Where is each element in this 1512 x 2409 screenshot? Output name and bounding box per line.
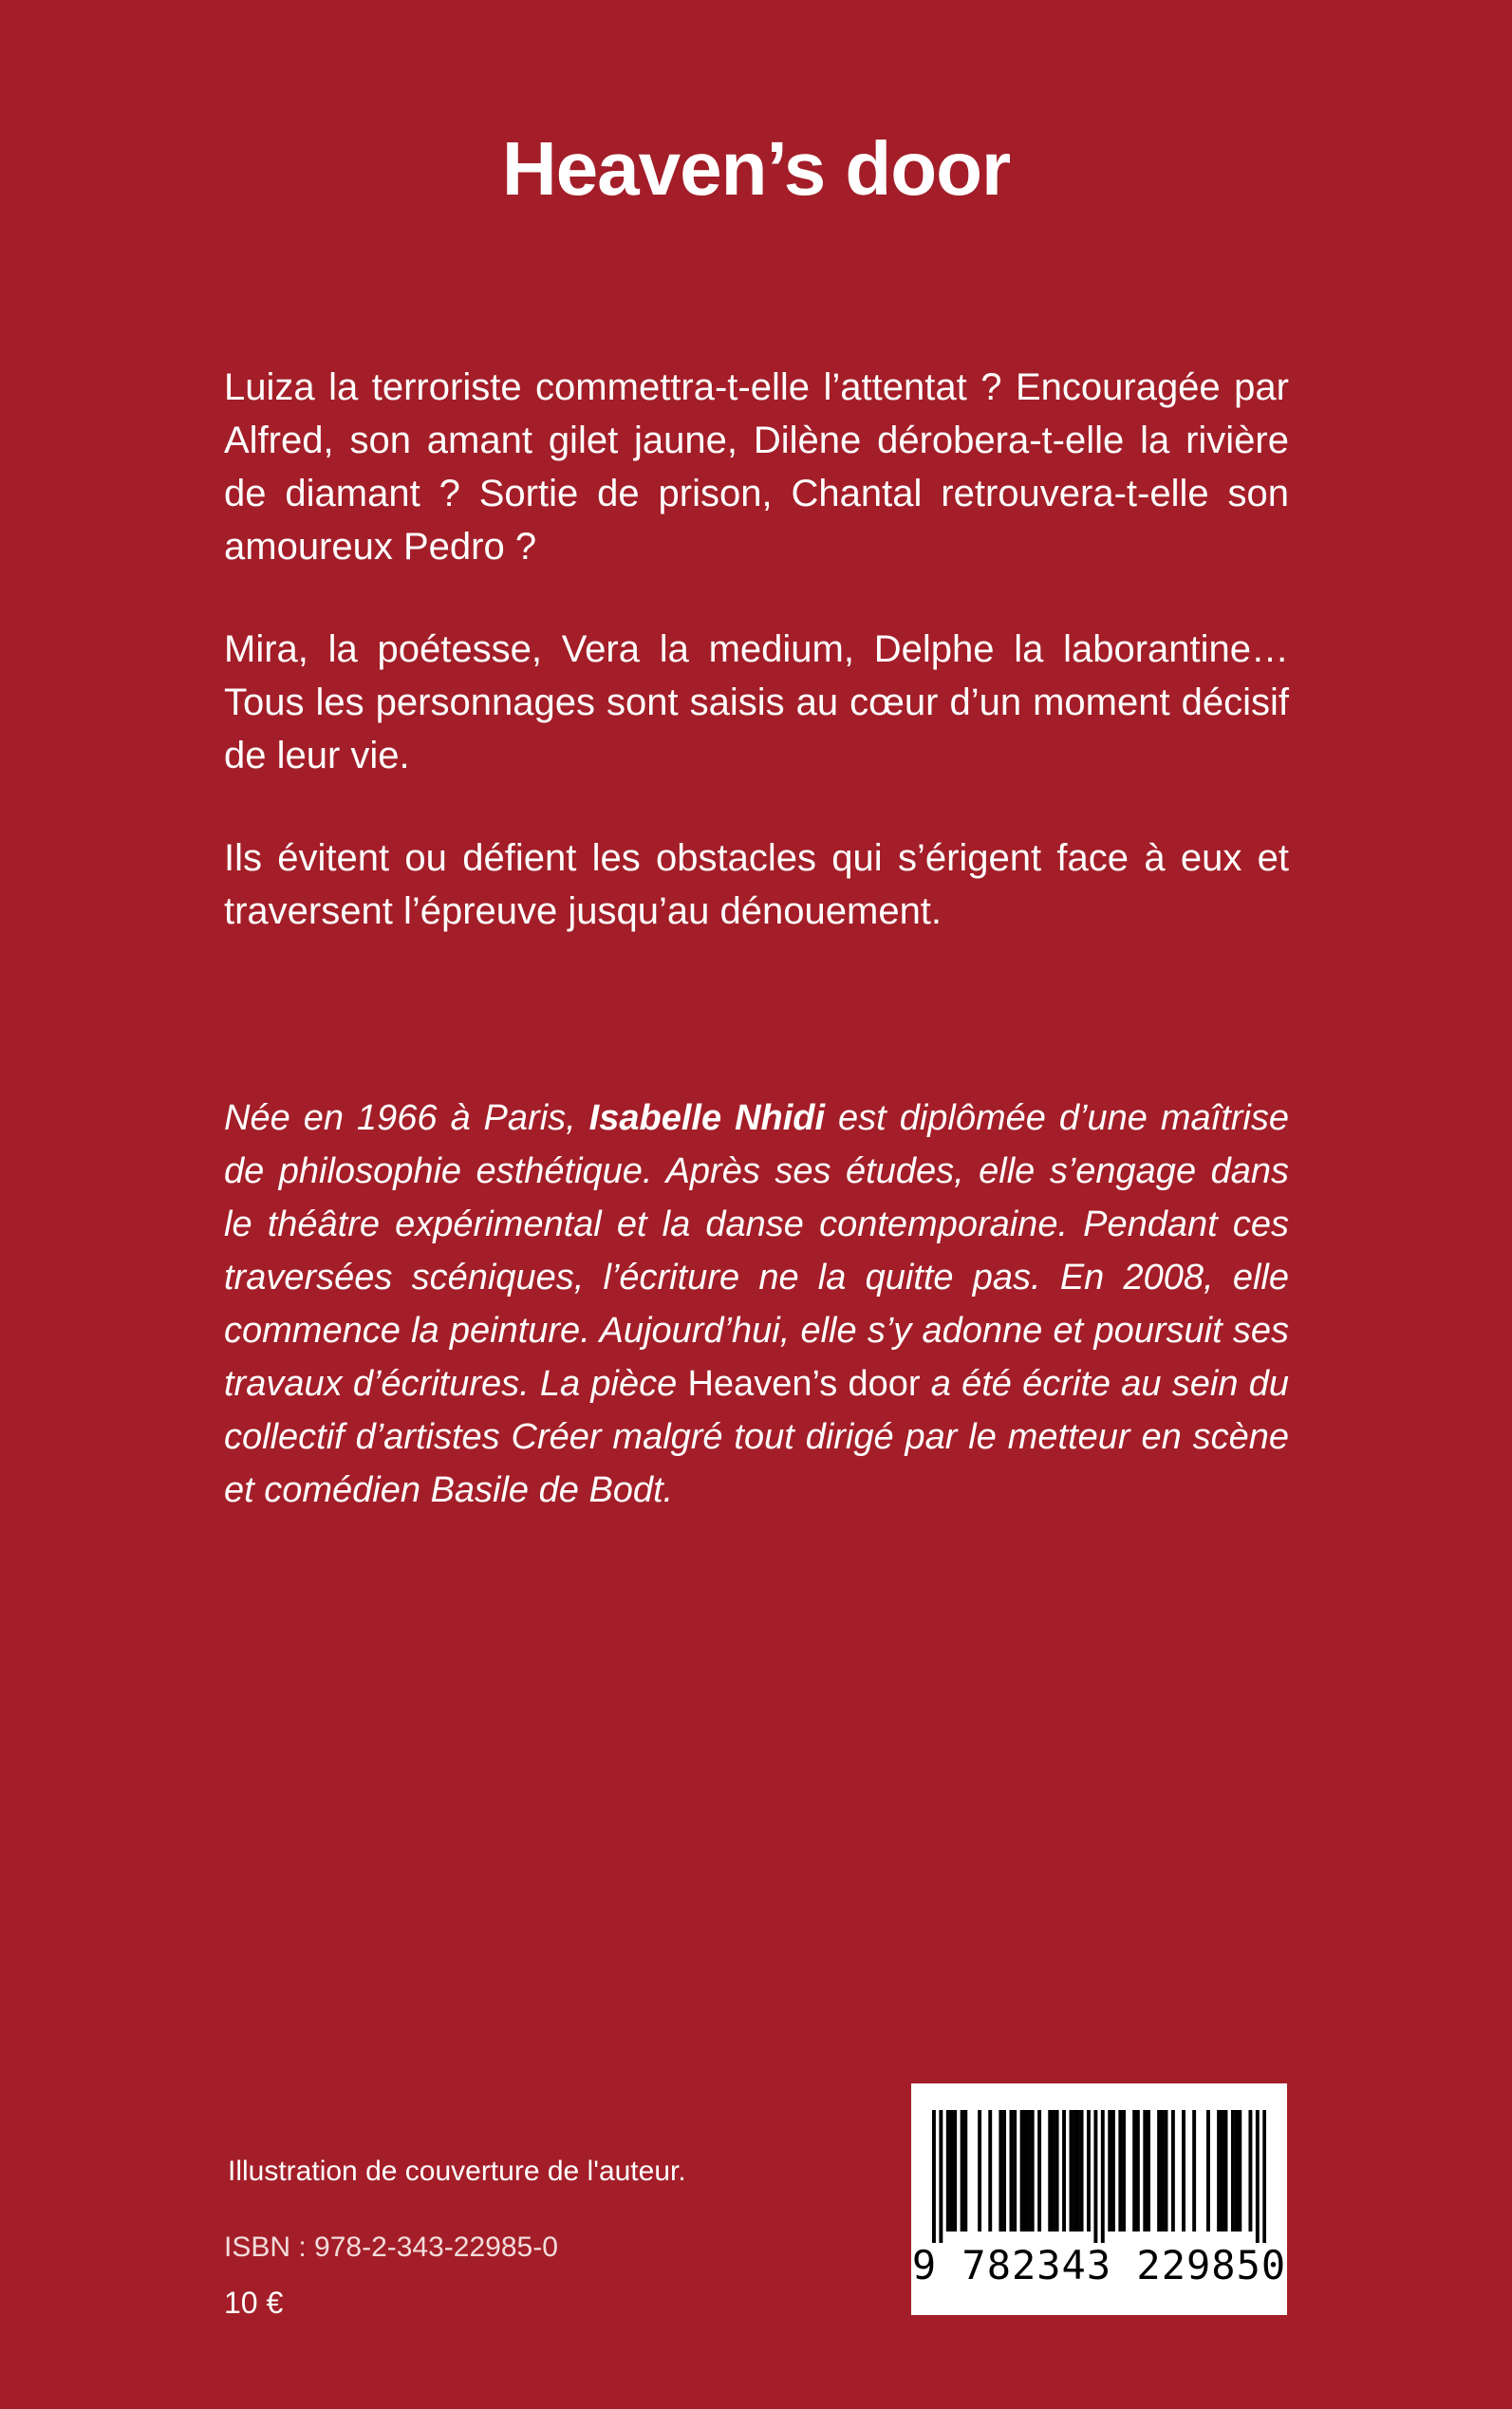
barcode-bar — [961, 2110, 964, 2232]
barcode-bar — [1108, 2110, 1111, 2232]
barcode-bar — [1080, 2110, 1084, 2232]
barcode-bar — [1136, 2110, 1140, 2232]
barcode-bar — [939, 2110, 943, 2243]
price: 10 € — [224, 2286, 284, 2320]
barcode-bar — [1165, 2110, 1168, 2232]
barcode-bar — [1262, 2110, 1266, 2243]
barcode-bar — [1002, 2110, 1006, 2232]
barcode-bar — [1023, 2110, 1027, 2232]
barcode-bar — [1010, 2110, 1014, 2232]
bio-text-2: est diplômée d’une maîtrise de philosophie esthétique. Après ses études, elle s’engage dans le théâtre expérimental et la danse contemporaine. Pendant ces traversées scéniques, l’écriture ne la quitte pas. En 2008, elle commence la peinture. Aujourd’hui, elle s’y adonne et poursuit ses travaux d’écritures. La pièce — [224, 1098, 1289, 1404]
barcode-bar — [1224, 2110, 1228, 2232]
barcode-bar — [1231, 2110, 1235, 2232]
barcode-bar — [1256, 2110, 1260, 2243]
barcode-bar — [1122, 2110, 1126, 2232]
barcode-bar — [978, 2110, 981, 2232]
barcode-bar — [999, 2110, 1002, 2232]
barcode-bar — [1132, 2110, 1136, 2232]
barcode-bar — [1062, 2110, 1066, 2232]
barcode-bar — [1161, 2110, 1165, 2232]
barcode-bar — [932, 2110, 936, 2243]
blurb-paragraph-3: Ils évitent ou défient les obstacles qui s’érigent face à eux et traversent l’épreuve jusqu’au dénouement. — [224, 837, 1289, 932]
book-title: Heaven’s door — [501, 126, 1011, 211]
barcode-bar — [1238, 2110, 1241, 2232]
back-cover-blurb — [224, 361, 1289, 987]
barcode-bar — [946, 2110, 950, 2232]
author-biography — [224, 1092, 1289, 1517]
barcode-digits: 9 782343 229850 — [911, 2242, 1287, 2288]
blurb-paragraph-1: Luiza la terroriste commettra-t-elle l’attentat ? Encouragée par Alfred, son amant gilet jaune, Dilène dérobera-t-elle la rivière de diamant ? Sortie de prison, Chantal retrouvera-t-elle son amoureux Pedro ? — [224, 366, 1289, 568]
ean13-barcode-icon — [932, 2110, 1266, 2243]
barcode-bar — [1171, 2110, 1175, 2232]
barcode-bar — [1111, 2110, 1115, 2232]
barcode-bar — [1206, 2110, 1210, 2232]
barcode-bar — [1248, 2110, 1252, 2232]
barcode-bar — [1027, 2110, 1031, 2232]
barcode-bar — [1093, 2110, 1097, 2243]
barcode-bar — [1147, 2110, 1150, 2232]
barcode-bar — [1143, 2110, 1147, 2232]
barcode-bar — [1048, 2110, 1052, 2232]
blurb-paragraph-2: Mira, la poétesse, Vera la medium, Delphe la laborantine… Tous les personnages sont saisis au cœur d’un moment décisif de leur vie. — [224, 628, 1289, 776]
barcode-bar — [1087, 2110, 1091, 2232]
illustration-credit: Illustration de couverture de l'auteur. — [228, 2156, 686, 2187]
barcode-bar — [1118, 2110, 1122, 2232]
barcode-bar — [1076, 2110, 1080, 2232]
barcode-bar — [1037, 2110, 1041, 2232]
barcode-bar — [1055, 2110, 1059, 2232]
barcode-bar — [1031, 2110, 1035, 2232]
barcode-bar — [1073, 2110, 1076, 2232]
barcode-bar — [963, 2110, 967, 2232]
barcode-bar — [1217, 2110, 1221, 2232]
barcode-bar — [1235, 2110, 1239, 2232]
barcode-bar — [1052, 2110, 1055, 2232]
barcode — [911, 2083, 1287, 2315]
barcode-bar — [1221, 2110, 1224, 2232]
barcode-bar — [988, 2110, 992, 2232]
author-name: Isabelle Nhidi — [588, 1098, 826, 1138]
barcode-bar — [953, 2110, 957, 2232]
bio-text-3: a été écrite au sein du collectif d’artistes Créer malgré tout dirigé par le metteur en scène et comédien Basile de Bodt. — [224, 1364, 1289, 1510]
barcode-bar — [1182, 2110, 1185, 2232]
play-title: Heaven’s door — [687, 1364, 921, 1404]
isbn: ISBN : 978-2-343-22985-0 — [224, 2232, 558, 2263]
bio-text-1: Née en 1966 à Paris, — [224, 1098, 589, 1138]
barcode-bar — [1157, 2110, 1161, 2232]
barcode-bar — [1070, 2110, 1073, 2232]
barcode-bar — [1101, 2110, 1105, 2243]
barcode-bar — [1020, 2110, 1024, 2232]
barcode-bar — [1013, 2110, 1017, 2232]
barcode-bar — [950, 2110, 954, 2232]
barcode-bar — [1192, 2110, 1196, 2232]
